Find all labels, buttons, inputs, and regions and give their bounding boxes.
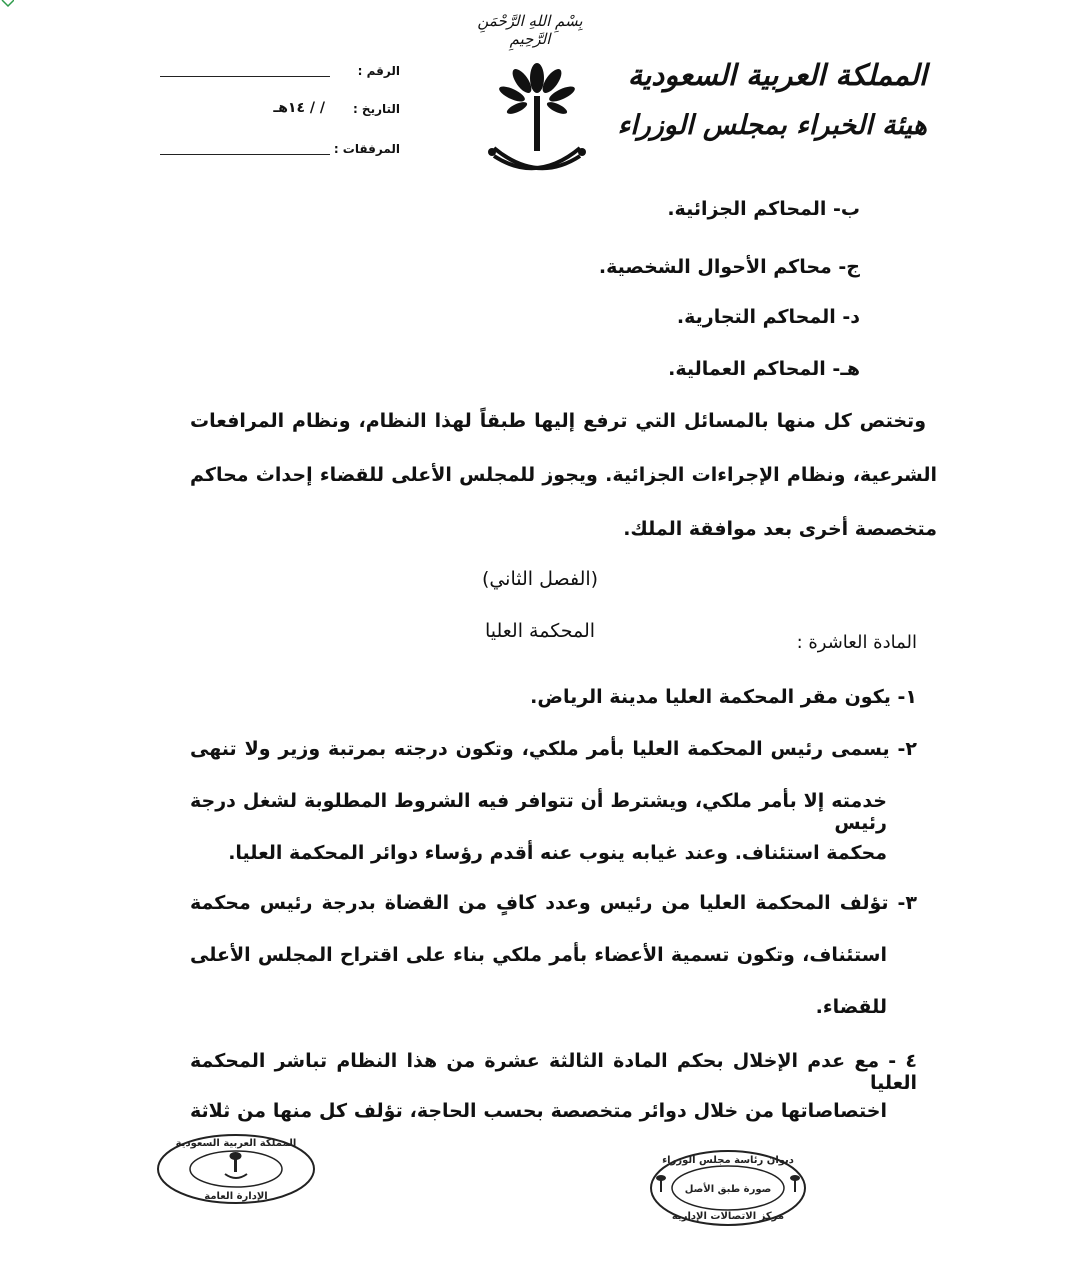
clause-line: خدمته إلا بأمر ملكي، ويشترط أن تتوافر فيه الشروط المطلوبة لشغل درجة رئيس (190, 790, 887, 834)
left-seal-top-text: المملكة العربية السعودية (175, 1138, 297, 1149)
clause-line: ٤ - مع عدم الإخلال بحكم المادة الثالثة عشرة من هذا النظام تباشر المحكمة العليا (190, 1050, 917, 1094)
official-seal-left (155, 1132, 317, 1206)
article-label: المادة العاشرة : (796, 632, 917, 653)
paragraph-line: وتختص كل منها بالمسائل التي ترفع إليها طبقاً لهذا النظام، ونظام المرافعات (190, 410, 926, 432)
clause-line: ١- يكون مقر المحكمة العليا مدينة الرياض. (530, 686, 917, 708)
clause-line: استئناف، وتكون تسمية الأعضاء بأمر ملكي بناء على اقتراح المجلس الأعلى (190, 944, 887, 966)
clause-line: للقضاء. (815, 996, 887, 1018)
chapter-title: (الفصل الثاني) (481, 568, 599, 590)
paragraph-line: الشرعية، ونظام الإجراءات الجزائية. ويجوز للمجلس الأعلى للقضاء إحداث محاكم (190, 464, 937, 486)
official-seal-right (648, 1148, 808, 1228)
right-seal-bottom-text: مركز الاتصالات الإدارية (671, 1211, 785, 1222)
list-item: ب- المحاكم الجزائية. (667, 198, 860, 220)
list-item: هـ- المحاكم العمالية. (668, 358, 860, 380)
chapter-subtitle: المحكمة العليا (484, 620, 596, 642)
saudi-emblem-icon (482, 56, 592, 186)
list-item: ج- محاكم الأحوال الشخصية. (598, 256, 860, 278)
attachments-line (160, 154, 330, 155)
basmala-calligraphy: بِسْمِ اللهِ الرَّحْمَنِ الرَّحِيمِ (477, 12, 583, 48)
date-template: / / ١٤هـ (273, 100, 325, 116)
paragraph-line: متخصصة أخرى بعد موافقة الملك. (623, 518, 937, 540)
date-label: التاريخ : (352, 102, 400, 116)
reference-line (160, 76, 330, 77)
right-seal-top-text: ديوان رئاسة مجلس الوزراء (662, 1155, 794, 1166)
reference-label: الرقم : (357, 64, 400, 78)
list-item: د- المحاكم التجارية. (676, 306, 860, 328)
clause-line: ٢- يسمى رئيس المحكمة العليا بأمر ملكي، وتكون درجته بمرتبة وزير ولا تنهى (190, 738, 917, 760)
attachments-label: المرفقات : (333, 142, 400, 156)
clause-line: محكمة استئناف. وعند غيابه ينوب عنه أقدم رؤساء دوائر المحكمة العليا. (228, 842, 887, 864)
kingdom-name: المملكة العربية السعودية (627, 58, 927, 92)
clause-line: اختصاصاتها من خلال دوائر متخصصة بحسب الحاجة، تؤلف كل منها من ثلاثة (190, 1100, 887, 1122)
left-seal-bottom-text: الإدارة العامة (204, 1191, 268, 1202)
date-field (160, 100, 400, 122)
corner-mark (0, 0, 14, 10)
right-seal-middle-text: صورة طبق الأصل (684, 1184, 772, 1195)
organization-name: هيئة الخبراء بمجلس الوزراء (617, 110, 927, 141)
attachments-field (160, 140, 400, 162)
clause-line: ٣- تؤلف المحكمة العليا من رئيس وعدد كافٍ من القضاة بدرجة رئيس محكمة (190, 892, 917, 914)
reference-field (160, 62, 400, 84)
